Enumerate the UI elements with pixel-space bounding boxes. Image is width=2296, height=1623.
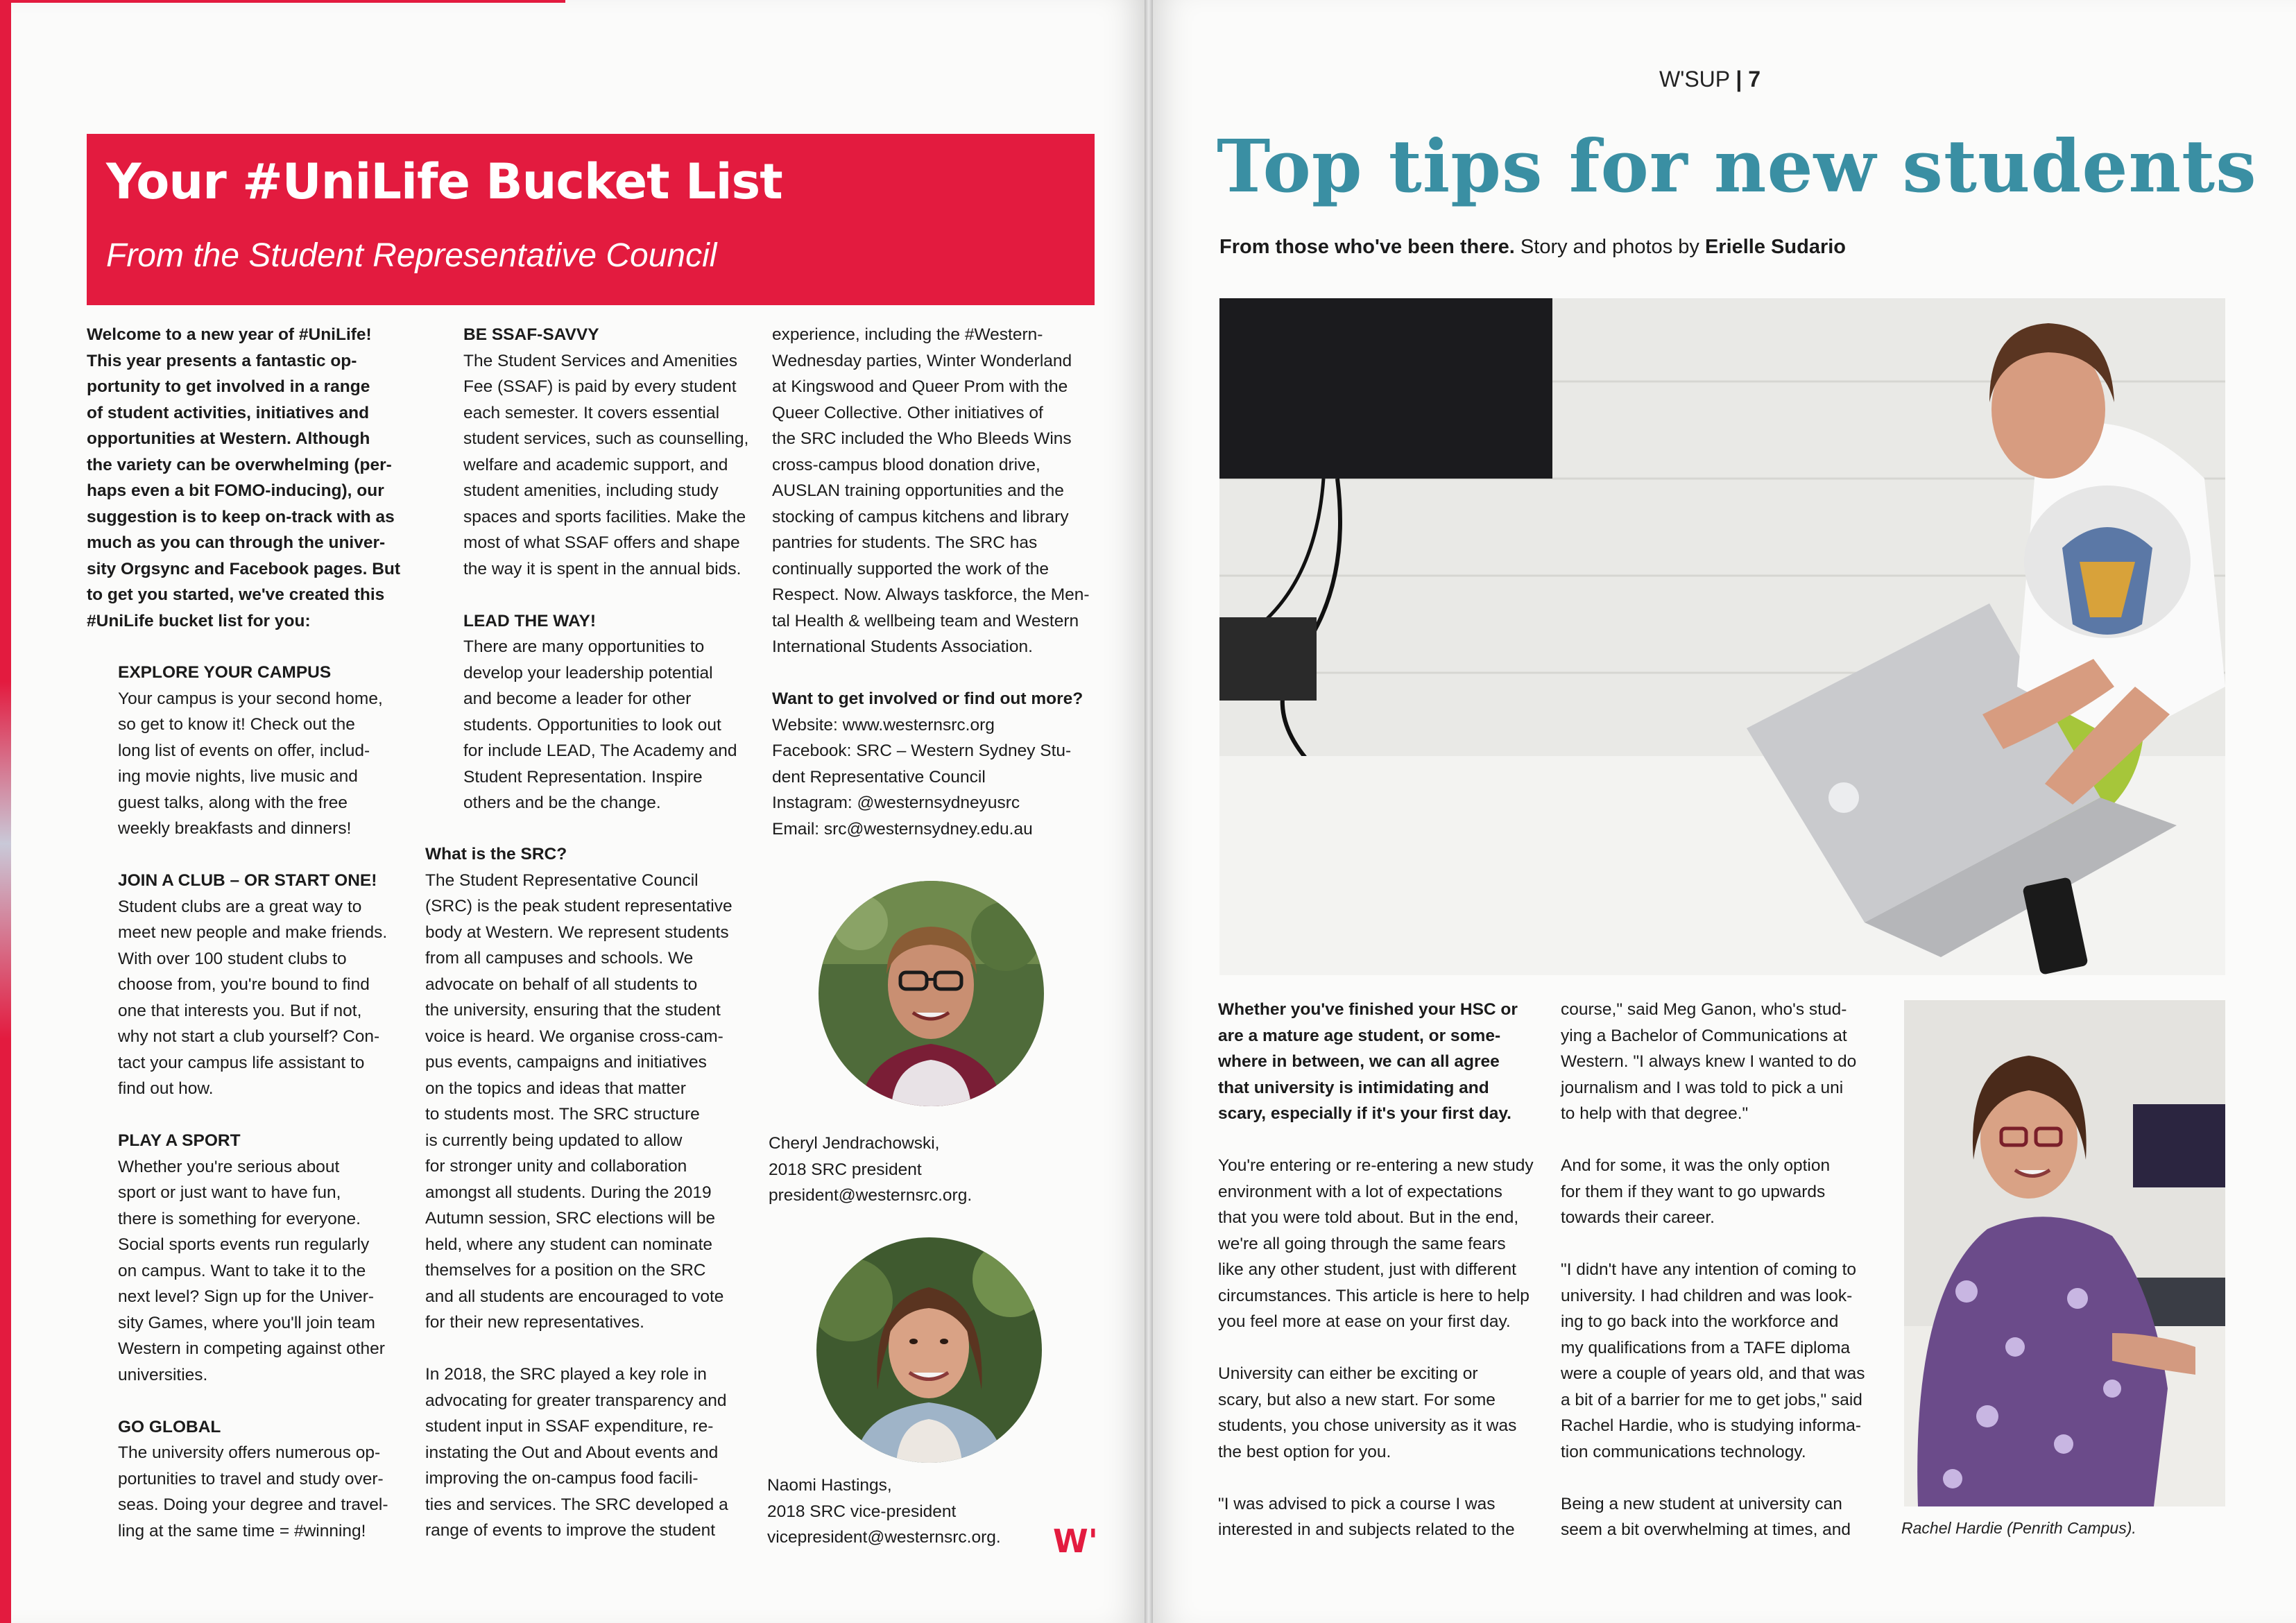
text-line: Respect. Now. Always taskforce, the Men- [772, 585, 1090, 604]
text-line: to students most. The SRC structure [425, 1105, 700, 1124]
text-line: why not start a club yourself? Con- [118, 1027, 380, 1046]
text-line: ing movie nights, live music and [118, 767, 358, 786]
text-line: Naomi Hastings, [767, 1476, 892, 1495]
text-line: There are many opportunities to [463, 637, 705, 656]
right-column-2 [1561, 997, 1901, 1543]
bucket-list-items [118, 660, 413, 1544]
text-line: Whether you've finished your HSC or [1218, 1000, 1518, 1019]
text-line: find out how. [118, 1079, 214, 1098]
text-line: journalism and I was told to pick a uni [1561, 1078, 1844, 1097]
portrait-cheryl-image [819, 881, 1044, 1106]
text-line: for them if they want to go upwards [1561, 1182, 1826, 1201]
text-line: from all campuses and schools. We [425, 949, 694, 968]
text-line: range of events to improve the student [425, 1521, 716, 1540]
w-logo: W' [1053, 1522, 1098, 1560]
text-line: each semester. It covers essential [463, 403, 720, 422]
text-line: ing to go back into the workforce and [1561, 1312, 1839, 1331]
text-line: were a couple of years old, and that was [1561, 1364, 1865, 1383]
section-heading: LEAD THE WAY! [463, 611, 597, 630]
red-edge-left [0, 0, 11, 1623]
text-line: "I was advised to pick a course I was [1218, 1494, 1496, 1513]
text-line: the best option for you. [1218, 1442, 1391, 1461]
text-line: Western. "I always knew I wanted to do [1561, 1052, 1857, 1071]
text-line: a bit of a barrier for me to get jobs," said [1561, 1390, 1862, 1409]
caption-cheryl [769, 1131, 1102, 1209]
text-line: the university, ensuring that the student [425, 1001, 721, 1020]
text-line: of student activities, initiatives and [87, 403, 370, 422]
text-line: opportunities at Western. Although [87, 429, 370, 448]
text-line: AUSLAN training opportunities and the [772, 481, 1064, 500]
text-line: next level? Sign up for the Univer- [118, 1287, 375, 1306]
text-line: improving the on-campus food facili- [425, 1469, 699, 1488]
text-line: tal Health & wellbeing team and Western [772, 611, 1079, 630]
text-line: portunity to get involved in a range [87, 377, 370, 396]
text-line: amongst all students. During the 2019 [425, 1183, 712, 1202]
text-line: develop your leadership potential [463, 663, 713, 682]
text-line: is currently being updated to allow [425, 1131, 683, 1150]
text-line: course," said Meg Ganon, who's stud- [1561, 1000, 1847, 1019]
text-line: Your campus is your second home, [118, 689, 383, 708]
folio-section: W'SUP [1659, 67, 1730, 92]
byline [1219, 236, 1846, 259]
section-heading: What is the SRC? [425, 845, 567, 864]
text-line: students, you chose university as it was [1218, 1416, 1517, 1435]
text-line: instating the Out and About events and [425, 1443, 719, 1462]
right-column-1 [1218, 997, 1551, 1543]
portrait-naomi [816, 1237, 1042, 1463]
text-line: International Students Association. [772, 637, 1033, 656]
what-is-src-section [425, 841, 765, 1544]
text-line: body at Western. We represent students [425, 922, 729, 942]
text-line: the way it is spent in the annual bids. [463, 559, 742, 578]
text-line: sport or just want to have fun, [118, 1183, 341, 1202]
article-title: Top tips for new students [1217, 123, 2257, 209]
text-line: scary, especially if it's your first day. [1218, 1104, 1511, 1123]
bucket-list-banner [87, 134, 1095, 305]
text-line: are a mature age student, or some- [1218, 1026, 1501, 1045]
text-line: Instagram: @westernsydneyusrc [772, 793, 1020, 812]
text-line: advocating for greater transparency and [425, 1391, 727, 1410]
text-line: Student clubs are a great way to [118, 897, 362, 916]
text-line: on the topics and ideas that matter [425, 1079, 686, 1098]
text-line: Social sports events run regularly [118, 1235, 370, 1254]
main-photo-image [1219, 298, 2225, 975]
text-line: the SRC included the Who Bleeds Wins [772, 429, 1072, 448]
section-heading: JOIN A CLUB – OR START ONE! [118, 871, 377, 890]
text-line: at Kingswood and Queer Prom with the [772, 377, 1068, 396]
text-line: environment with a lot of expectations [1218, 1182, 1502, 1201]
page-number: 7 [1748, 67, 1761, 92]
text-line: on campus. Want to take it to the [118, 1261, 366, 1280]
text-line: universities. [118, 1365, 208, 1384]
banner-title: Your #UniLife Bucket List [106, 153, 782, 210]
text-line: dent Representative Council [772, 767, 986, 787]
text-line: choose from, you're bound to find [118, 975, 370, 994]
text-line: ling at the same time = #winning! [118, 1521, 366, 1540]
text-line: haps even a bit FOMO-inducing), our [87, 481, 384, 500]
text-line: and become a leader for other [463, 689, 692, 708]
text-line: we're all going through the same fears [1218, 1234, 1506, 1253]
text-line: advocate on behalf of all students to [425, 974, 698, 994]
photo-caption: Rachel Hardie (Penrith Campus). [1901, 1519, 2136, 1537]
text-line: interested in and subjects related to the [1218, 1520, 1515, 1539]
text-line: vicepresident@westernsrc.org. [767, 1528, 1001, 1547]
photo-rachel-image [1904, 1000, 2225, 1506]
text-line: voice is heard. We organise cross-cam- [425, 1027, 723, 1046]
text-line: one that interests you. But if not, [118, 1001, 362, 1020]
text-line: pus events, campaigns and initiatives [425, 1053, 707, 1072]
text-line: for their new representatives. [425, 1313, 644, 1332]
text-line: meet new people and make friends. [118, 923, 388, 942]
spine-gutter [1145, 0, 1153, 1623]
text-line: most of what SSAF offers and shape [463, 533, 740, 552]
text-line: Being a new student at university can [1561, 1494, 1842, 1513]
text-line: Queer Collective. Other initiatives of [772, 403, 1043, 422]
text-line: Wednesday parties, Winter Wonderland [772, 351, 1072, 370]
text-line: spaces and sports facilities. Make the [463, 507, 746, 526]
portrait-naomi-image [816, 1237, 1042, 1463]
text-line: for include LEAD, The Academy and [463, 741, 737, 760]
byline-lead: From those who've been there. [1219, 236, 1515, 258]
text-line: my qualifications from a TAFE diploma [1561, 1338, 1851, 1357]
text-line: sity Games, where you'll join team [118, 1313, 375, 1332]
banner-subtitle: From the Student Representative Council [106, 237, 717, 274]
intro-paragraph [87, 322, 413, 634]
text-line: held, where any student can nominate [425, 1235, 713, 1254]
text-line: president@westernsrc.org. [769, 1186, 973, 1205]
text-line: pantries for students. The SRC has [772, 533, 1038, 552]
portrait-cheryl [819, 881, 1044, 1106]
text-line: #UniLife bucket list for you: [87, 611, 311, 630]
page-folio [1659, 67, 1760, 92]
text-line: weekly breakfasts and dinners! [118, 819, 352, 838]
text-line: others and be the change. [463, 793, 661, 812]
text-line: The university offers numerous op- [118, 1443, 381, 1462]
text-line: much as you can through the univer- [87, 533, 386, 552]
text-line: cross-campus blood donation drive, [772, 455, 1040, 474]
text-line: Western in competing against other [118, 1339, 385, 1358]
text-line: Email: src@westernsydney.edu.au [772, 819, 1033, 839]
text-line: long list of events on offer, includ- [118, 741, 370, 760]
text-line: Fee (SSAF) is paid by every student [463, 377, 737, 396]
left-column-1 [87, 322, 413, 634]
byline-author: Erielle Sudario [1704, 236, 1847, 258]
text-line: students. Opportunities to look out [463, 715, 721, 735]
text-line: In 2018, the SRC played a key role in [425, 1365, 707, 1384]
text-line: student services, such as counselling, [463, 429, 749, 448]
text-line: And for some, it was the only option [1561, 1156, 1831, 1175]
text-line: towards their career. [1561, 1208, 1715, 1227]
section-heading: BE SSAF-SAVVY [463, 325, 599, 344]
text-line: 2018 SRC vice-president [767, 1502, 957, 1521]
text-line: tact your campus life assistant to [118, 1053, 365, 1072]
text-line: themselves for a position on the SRC [425, 1261, 706, 1280]
text-line: that university is intimidating and [1218, 1078, 1489, 1097]
text-line: portunities to travel and study over- [118, 1469, 384, 1488]
text-line: Autumn session, SRC elections will be [425, 1209, 716, 1228]
text-line: Student Representation. Inspire [463, 767, 703, 787]
text-line: ying a Bachelor of Communications at [1561, 1026, 1847, 1045]
left-column-2 [463, 322, 762, 816]
text-line: You're entering or re-entering a new study [1218, 1156, 1534, 1175]
text-line: stocking of campus kitchens and library [772, 507, 1069, 526]
text-line: the variety can be overwhelming (per- [87, 455, 392, 474]
photo-rachel-hardie [1904, 1000, 2225, 1506]
text-line: suggestion is to keep on-track with as [87, 507, 395, 526]
section-heading: PLAY A SPORT [118, 1131, 241, 1150]
text-line: Rachel Hardie, who is studying informa- [1561, 1416, 1862, 1435]
text-line: guest talks, along with the free [118, 793, 348, 812]
text-line: 2018 SRC president [769, 1160, 922, 1179]
text-line: Cheryl Jendrachowski, [769, 1134, 940, 1153]
text-line: This year presents a fantastic op- [87, 351, 357, 370]
text-line: like any other student, just with different [1218, 1260, 1516, 1279]
text-line: sity Orgsync and Facebook pages. But [87, 559, 401, 578]
text-line: for stronger unity and collaboration [425, 1157, 687, 1176]
text-line: continually supported the work of the [772, 559, 1050, 578]
text-line: experience, including the #Western- [772, 325, 1043, 344]
text-line: scary, but also a new start. For some [1218, 1390, 1496, 1409]
byline-credit: Story and photos by [1514, 236, 1705, 258]
red-edge-top [0, 0, 565, 3]
text-line: where in between, we can all agree [1218, 1052, 1500, 1071]
standfirst-paragraph [1218, 997, 1551, 1127]
caption-naomi [767, 1472, 1100, 1551]
text-line: University can either be exciting or [1218, 1364, 1478, 1383]
text-line: Facebook: SRC – Western Sydney Stu- [772, 741, 1072, 760]
section-heading: EXPLORE YOUR CAMPUS [118, 663, 332, 682]
text-line: seem a bit overwhelming at times, and [1561, 1520, 1851, 1539]
folio-separator: | [1736, 67, 1742, 92]
text-line: student input in SSAF expenditure, re- [425, 1417, 714, 1436]
text-line: student amenities, including study [463, 481, 719, 500]
left-column-3 [772, 322, 1105, 842]
section-heading: Want to get involved or find out more? [772, 689, 1083, 708]
main-photo-student-laptop [1219, 298, 2225, 975]
text-line: to help with that degree." [1561, 1104, 1749, 1123]
text-line: With over 100 student clubs to [118, 949, 347, 968]
text-line: you feel more at ease on your first day. [1218, 1312, 1511, 1331]
text-line: that you were told about. But in the end, [1218, 1208, 1519, 1227]
text-line: so get to know it! Check out the [118, 715, 355, 734]
text-line: tion communications technology. [1561, 1442, 1806, 1461]
text-line: (SRC) is the peak student representative [425, 897, 733, 916]
text-line: The Student Services and Amenities [463, 351, 737, 370]
text-line: circumstances. This article is here to help [1218, 1286, 1530, 1305]
text-line: and all students are encouraged to vote [425, 1287, 724, 1306]
text-line: ties and services. The SRC developed a [425, 1495, 728, 1514]
text-line: there is something for everyone. [118, 1209, 361, 1228]
text-line: Whether you're serious about [118, 1157, 340, 1176]
text-line: university. I had children and was look- [1561, 1286, 1853, 1305]
text-line: The Student Representative Council [425, 870, 699, 890]
text-line: seas. Doing your degree and travel- [118, 1495, 388, 1514]
text-line: to get you started, we've created this [87, 585, 385, 604]
text-line: Website: www.westernsrc.org [772, 715, 995, 735]
text-line: Welcome to a new year of #UniLife! [87, 325, 372, 344]
text-line: welfare and academic support, and [463, 455, 728, 474]
section-heading: GO GLOBAL [118, 1417, 221, 1436]
text-line: "I didn't have any intention of coming to [1561, 1260, 1857, 1279]
